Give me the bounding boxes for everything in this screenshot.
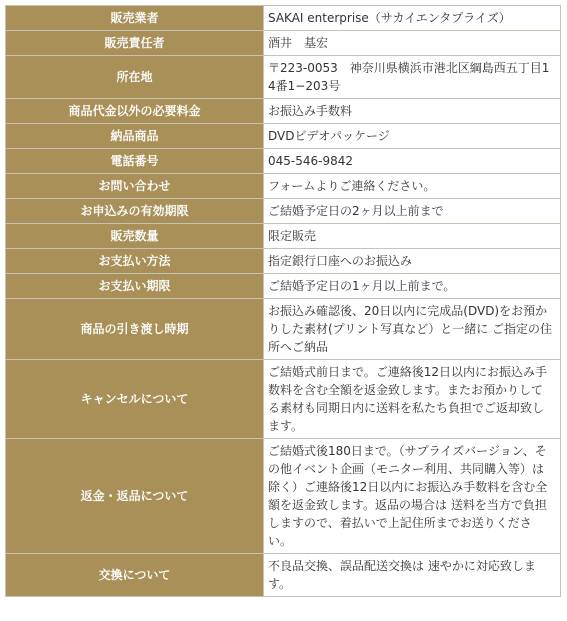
table-row [6,274,561,299]
row-value: 〒223-0053 神奈川県横浜市港北区綱島西五丁目14番1−203号 [264,56,561,99]
row-value: お振込み確認後、20日以内に完成品(DVD)をお預かりした素材(プリント写真など）と一緒に ご指定の住所へご納品 [264,299,561,360]
row-value: 指定銀行口座へのお振込み [264,249,561,274]
row-label: 商品の引き渡し時期 [6,299,264,360]
row-value: ご結婚式後180日まで。（サプライズバージョン、その他イベント企画（モニター利用、共同購入等）は除く）ご連絡後12日以内にお振込み手数料を含む全額を返金致します。返品の場合は 送料を当方で負担しますので、着払いで上記住所までお送りください。 [264,439,561,554]
row-label: お問い合わせ [6,174,264,199]
row-value: 不良品交換、誤品配送交換は 速やかに対応致します。 [264,554,561,597]
row-label: 交換について [6,554,264,597]
table-row [6,124,561,149]
table-row [6,249,561,274]
row-value: DVDビデオパッケージ [264,124,561,149]
table-row [6,224,561,249]
table-row [6,199,561,224]
table-row [6,56,561,99]
row-label: 納品商品 [6,124,264,149]
row-label: お申込みの有効期限 [6,199,264,224]
seller-info-table [5,5,561,597]
row-label: 商品代金以外の必要料金 [6,99,264,124]
row-label: キャンセルについて [6,360,264,439]
table-row [6,299,561,360]
row-label: 販売数量 [6,224,264,249]
row-value: ご結婚予定日の1ヶ月以上前まで。 [264,274,561,299]
row-value: ご結婚予定日の2ヶ月以上前まで [264,199,561,224]
row-value: ご結婚式前日まで。ご連絡後12日以内にお振込み手数料を含む全額を返金致します。またお預かりしてる素材も同期日内に送料を私たち負担でご返却致します。 [264,360,561,439]
row-value: 酒井 基宏 [264,31,561,56]
table-row [6,360,561,439]
table-row [6,174,561,199]
row-label: お支払い方法 [6,249,264,274]
row-label: 販売業者 [6,6,264,31]
row-label: 販売責任者 [6,31,264,56]
row-label: お支払い期限 [6,274,264,299]
row-label: 電話番号 [6,149,264,174]
table-row [6,6,561,31]
table-row [6,31,561,56]
table-row [6,439,561,554]
row-value: お振込み手数料 [264,99,561,124]
row-label: 返金・返品について [6,439,264,554]
row-value: 045-546-9842 [264,149,561,174]
row-value: SAKAI enterprise（サカイエンタプライズ） [264,6,561,31]
table-row [6,99,561,124]
table-row [6,554,561,597]
table-row [6,149,561,174]
row-label: 所在地 [6,56,264,99]
row-value: 限定販売 [264,224,561,249]
row-value: フォームよりご連絡ください。 [264,174,561,199]
